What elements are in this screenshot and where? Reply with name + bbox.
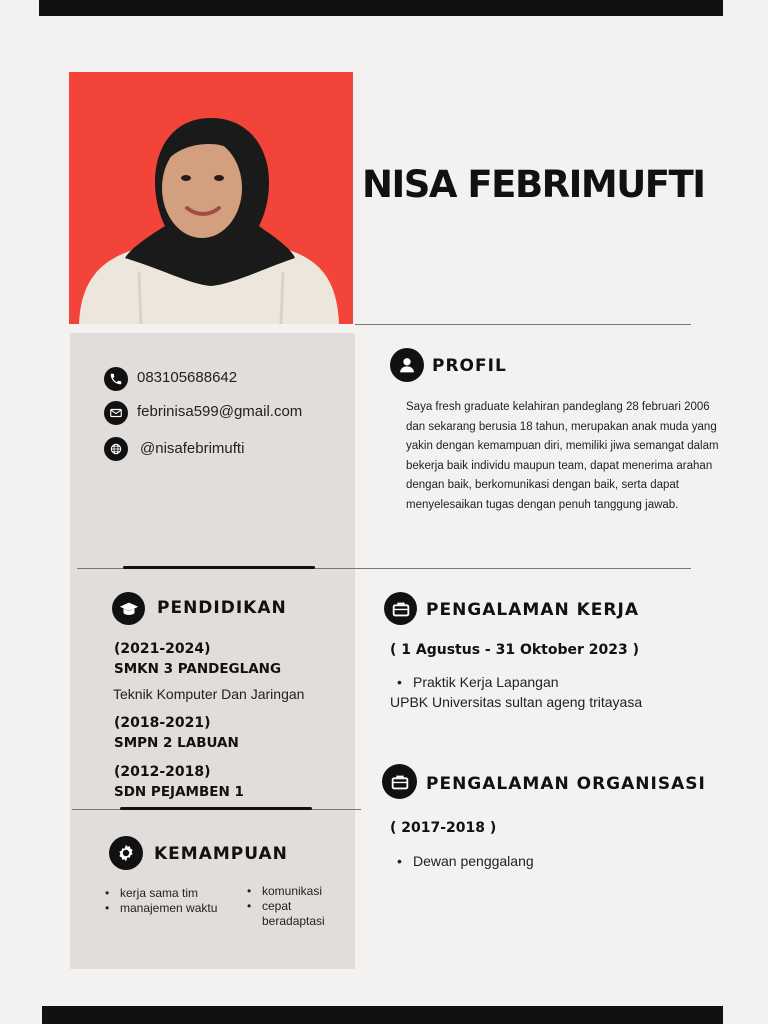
- user-icon: [390, 348, 424, 382]
- education-years-1: (2021-2024): [114, 641, 211, 657]
- organization-role: • Dewan penggalang: [413, 853, 534, 869]
- education-school-3: SDN PEJAMBEN 1: [114, 784, 244, 800]
- profile-text: Saya fresh graduate kelahiran pandeglang 28 februari 2006 dan sekarang berusia 18 tahun, merupakan anak muda yang yakin dengan kemampuan diri, memiliki jiwa semangat dalam bekerja baik individu maupun team, dapat menerima arahan dengan baik, berkomunikasi dengan baik, serta dapat menyelesaikan tugas dengan penuh tanggung jawab.: [406, 401, 719, 511]
- work-role: • Praktik Kerja Lapangan: [413, 674, 559, 690]
- sidebar-panel: [70, 333, 355, 969]
- work-date: ( 1 Agustus - 31 Oktober 2023 ): [390, 642, 640, 658]
- education-years-3: (2012-2018): [114, 764, 211, 780]
- top-bar: [39, 0, 723, 16]
- bottom-bar: [42, 1006, 723, 1024]
- phone-number[interactable]: 083105688642: [137, 369, 238, 386]
- education-school-1: SMKN 3 PANDEGLANG: [114, 661, 282, 677]
- skill-item: • kerja sama tim: [120, 886, 198, 901]
- full-name: NISA FEBRIMUFTI: [362, 163, 705, 206]
- skill-item: • komunikasi: [262, 884, 322, 899]
- divider-middle-accent: [123, 566, 315, 569]
- graduation-cap-icon: [112, 592, 145, 625]
- work-place: UPBK Universitas sultan ageng tritayasa: [390, 694, 643, 710]
- divider-lower-accent: [120, 807, 312, 810]
- briefcase-icon: [382, 764, 417, 799]
- skill-item: • cepat: [262, 899, 291, 914]
- skills-heading: KEMAMPUAN: [154, 844, 288, 864]
- work-heading: PENGALAMAN KERJA: [426, 600, 639, 620]
- briefcase-icon: [384, 592, 417, 625]
- education-years-2: (2018-2021): [114, 715, 211, 731]
- social-handle[interactable]: @nisafebrimufti: [140, 440, 245, 457]
- education-heading: PENDIDIKAN: [157, 598, 287, 618]
- profile-heading: PROFIL: [432, 356, 507, 376]
- education-major-1: Teknik Komputer Dan Jaringan: [113, 686, 305, 702]
- organization-date: ( 2017-2018 ): [390, 820, 497, 836]
- gear-icon: [109, 836, 143, 870]
- email-icon: [104, 401, 128, 425]
- organization-heading: PENGALAMAN ORGANISASI: [426, 774, 706, 794]
- skill-item-continuation: beradaptasi: [262, 914, 325, 928]
- email-address[interactable]: febrinisa599@gmail.com: [137, 403, 303, 420]
- profile-photo: [69, 72, 353, 324]
- phone-icon: [104, 367, 128, 391]
- divider-top: [355, 324, 691, 325]
- skill-item: • manajemen waktu: [120, 901, 217, 916]
- education-school-2: SMPN 2 LABUAN: [114, 735, 239, 751]
- globe-icon: [104, 437, 128, 461]
